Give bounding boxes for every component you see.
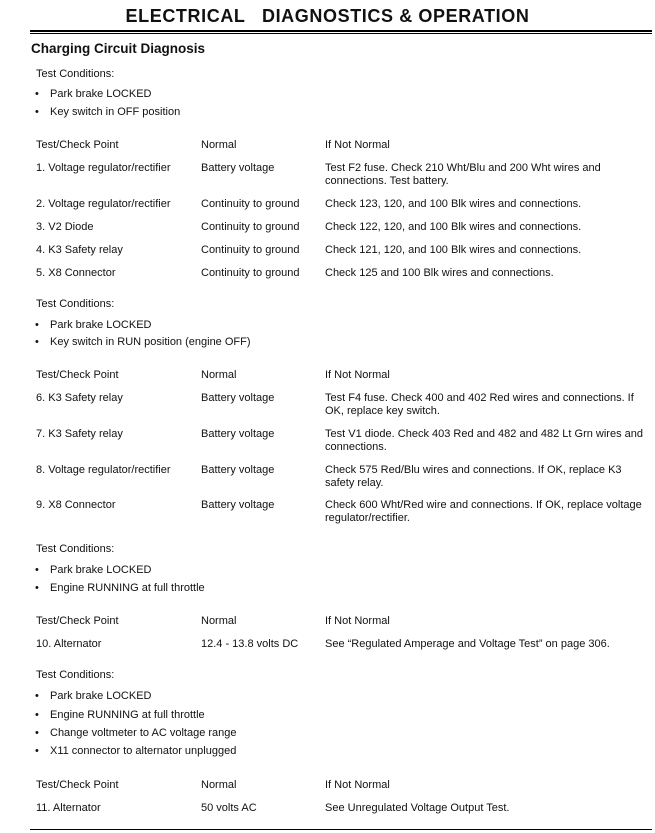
- if-not-normal: Test V1 diode. Check 403 Red and 482 and 482 Lt Grn wires and connections.: [325, 428, 643, 453]
- if-not-normal: See “Regulated Amperage and Voltage Test” on page 306.: [325, 638, 610, 650]
- test-conditions-label: Test Conditions:: [36, 68, 115, 80]
- column-header-if-not-normal: If Not Normal: [325, 779, 390, 791]
- if-not-normal: Check 122, 120, and 100 Blk wires and connections.: [325, 221, 582, 233]
- condition-item: • Park brake LOCKED: [50, 319, 151, 332]
- normal-value: Continuity to ground: [201, 198, 300, 210]
- normal-value: 12.4 - 13.8 volts DC: [201, 638, 299, 650]
- condition-item: • Change voltmeter to AC voltage range: [50, 727, 237, 740]
- check-point: 10. Alternator: [36, 638, 102, 650]
- column-header-normal: Normal: [201, 369, 237, 381]
- check-point: 6. K3 Safety relay: [36, 392, 123, 404]
- check-point: 1. Voltage regulator/rectifier: [36, 162, 171, 174]
- check-point: 5. X8 Connector: [36, 267, 116, 279]
- normal-value: Battery voltage: [201, 499, 275, 511]
- column-header-if-not-normal: If Not Normal: [325, 139, 390, 151]
- condition-item: • Park brake LOCKED: [50, 564, 151, 577]
- column-header-point: Test/Check Point: [36, 615, 119, 627]
- column-header-normal: Normal: [201, 779, 237, 791]
- condition-item: • Key switch in OFF position: [50, 106, 180, 119]
- if-not-normal: Check 125 and 100 Blk wires and connections.: [325, 267, 554, 279]
- check-point: 7. K3 Safety relay: [36, 428, 123, 440]
- if-not-normal: See Unregulated Voltage Output Test.: [325, 802, 510, 814]
- normal-value: Continuity to ground: [201, 244, 300, 256]
- condition-item: • Engine RUNNING at full throttle: [50, 582, 205, 595]
- condition-item: • Key switch in RUN position (engine OFF): [50, 336, 251, 349]
- test-conditions-label: Test Conditions:: [36, 298, 115, 310]
- normal-value: Continuity to ground: [201, 221, 300, 233]
- column-header-point: Test/Check Point: [36, 369, 119, 381]
- column-header-if-not-normal: If Not Normal: [325, 615, 390, 627]
- normal-value: 50 volts AC: [201, 802, 257, 814]
- check-point: 4. K3 Safety relay: [36, 244, 123, 256]
- if-not-normal: Test F2 fuse. Check 210 Wht/Blu and 200 Wht wires and connections. Test battery.: [325, 162, 601, 187]
- check-point: 3. V2 Diode: [36, 221, 94, 233]
- if-not-normal: Check 121, 120, and 100 Blk wires and connections.: [325, 244, 582, 256]
- header-rule-thick: [30, 30, 652, 32]
- condition-item: • Engine RUNNING at full throttle: [50, 709, 205, 722]
- section-title: Charging Circuit Diagnosis: [31, 41, 206, 56]
- column-header-if-not-normal: If Not Normal: [325, 369, 390, 381]
- if-not-normal: Test F4 fuse. Check 400 and 402 Red wires and connections. If OK, replace key switch.: [325, 392, 634, 417]
- test-conditions-label: Test Conditions:: [36, 543, 115, 555]
- check-point: 2. Voltage regulator/rectifier: [36, 198, 171, 210]
- check-point: 8. Voltage regulator/rectifier: [36, 464, 171, 476]
- test-conditions-label: Test Conditions:: [36, 669, 115, 681]
- if-not-normal: Check 575 Red/Blu wires and connections. If OK, replace K3 safety relay.: [325, 464, 622, 489]
- column-header-point: Test/Check Point: [36, 139, 119, 151]
- column-header-normal: Normal: [201, 139, 237, 151]
- normal-value: Battery voltage: [201, 428, 275, 440]
- check-point: 11. Alternator: [36, 802, 101, 814]
- normal-value: Battery voltage: [201, 464, 275, 476]
- bottom-rule: [30, 829, 652, 830]
- if-not-normal: Check 123, 120, and 100 Blk wires and connections.: [325, 198, 582, 210]
- column-header-normal: Normal: [201, 615, 237, 627]
- page-header: ELECTRICAL DIAGNOSTICS & OPERATION: [125, 6, 530, 26]
- check-point: 9. X8 Connector: [36, 499, 116, 511]
- column-header-point: Test/Check Point: [36, 779, 119, 791]
- condition-item: • Park brake LOCKED: [50, 88, 151, 101]
- if-not-normal: Check 600 Wht/Red wire and connections. If OK, replace voltage regulator/rectifier.: [325, 499, 642, 524]
- normal-value: Battery voltage: [201, 392, 275, 404]
- normal-value: Battery voltage: [201, 162, 275, 174]
- condition-item: • X11 connector to alternator unplugged: [50, 745, 236, 758]
- header-rule-thin: [30, 33, 652, 34]
- condition-item: • Park brake LOCKED: [50, 690, 151, 703]
- normal-value: Continuity to ground: [201, 267, 300, 279]
